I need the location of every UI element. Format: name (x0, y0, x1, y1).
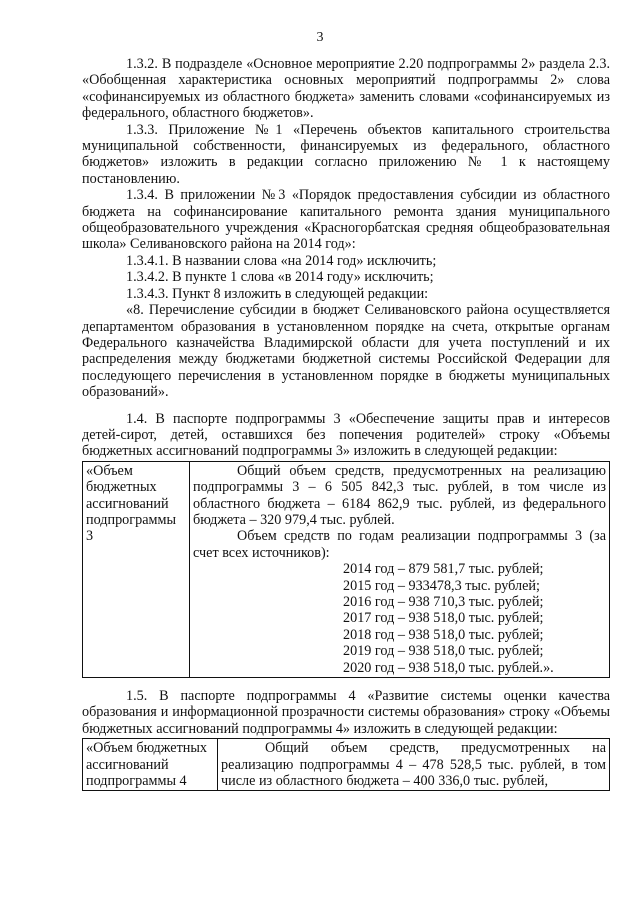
paragraph-1-4: 1.4. В паспорте подпрограммы 3 «Обеспечение защиты прав и интересов детей-сирот, детей, оставшихся без попечения родителей» строку «Объемы бюджетных ассигнований подпрограммы 3» изложить в следующей редакции: (82, 410, 610, 460)
year-line: 2014 год – 879 581,7 тыс. рублей; (343, 561, 544, 578)
table-row (83, 461, 610, 677)
paragraph-1-3-4: 1.3.4. В приложении №3 «Порядок предоставления субсидии из областного бюджета на софинансирование капитального ремонта здания муниципального общеобразовательного учреждения «Красногорбатская средняя общеобразовательная школа» Селивановского района на 2014 год»: (82, 187, 610, 253)
paragraph-1-3-4-3: 1.3.4.3. Пункт 8 изложить в следующей редакции: (126, 285, 429, 302)
subprogram-3-budget-table (82, 461, 610, 678)
paragraph-1-3-2: 1.3.2. В подразделе «Основное мероприятие 2.20 подпрограммы 2» раздела 2.3. «Обобщенная характеристика основных мероприятий подпрограммы 2» слова «софинансируемых из областного бюджета» заменить словами «софинансируемых из федерального, областного бюджетов». (82, 56, 610, 122)
table-cell-label: «Объем бюджетных ассигнований подпрограммы 4 (83, 739, 218, 791)
year-line: 2016 год – 938 710,3 тыс. рублей; (343, 594, 544, 610)
subprogram-3-years-list (193, 561, 606, 676)
year-line: 2018 год – 938 518,0 тыс. рублей; (343, 626, 544, 643)
paragraph-1-3-4-2: 1.3.4.2. В пункте 1 слова «в 2014 году» исключить; (126, 269, 434, 286)
paragraph-1-5: 1.5. В паспорте подпрограммы 4 «Развитие системы оценки качества образования и информационной прозрачности системы образования» строку «Объемы бюджетных ассигнований подпрограммы 4» изложить в следующей редакции: (82, 688, 610, 737)
year-line: 2017 год – 938 518,0 тыс. рублей; (343, 610, 544, 627)
paragraph-1-3-3: 1.3.3. Приложение №1 «Перечень объектов капитального строительства муниципальной собственности, финансируемых из федерального, областного бюджетов» изложить в редакции согласно приложению № 1 к настоящему постановлению. (82, 121, 610, 187)
year-line: 2020 год – 938 518,0 тыс. рублей.». (343, 659, 554, 676)
document-body (82, 56, 610, 791)
table-cell-content (190, 461, 610, 677)
table-row (83, 739, 610, 791)
year-line: 2019 год – 938 518,0 тыс. рублей; (343, 643, 544, 660)
paragraph-1-3-4-1: 1.3.4.1. В названии слова «на 2014 год» исключить; (126, 252, 437, 269)
subprogram-4-total: Общий объем средств, предусмотренных на реализацию подпрограммы 4 – 478 528,5 тыс. рублей, в том числе из областного бюджета – 400 336,0 тыс. рублей, (221, 740, 606, 790)
subprogram-4-budget-table (82, 738, 610, 791)
subprogram-3-by-years: Объем средств по годам реализации подпрограммы 3 (за счет всех источников): (193, 528, 606, 561)
table-cell-content (218, 739, 610, 791)
page-number: 3 (316, 30, 324, 45)
year-line: 2015 год – 933478,3 тыс. рублей; (343, 577, 540, 594)
table-cell-label: «Объем бюджетных ассигнований подпрограммы 3 (83, 461, 190, 677)
subprogram-3-total: Общий объем средств, предусмотренных на реализацию подпрограммы 3 – 6 505 842,3 тыс. рублей, в том числе из областного бюджета – 6184 862,9 тыс. рублей, из федерального бюджета – 320 979,4 тыс. рублей. (193, 462, 606, 528)
paragraph-item-8: «8. Перечисление субсидии в бюджет Селивановского района осуществляется департаментом образования в установленном порядке на счета, открытые органам Федерального казначейства Владимирской области для учета поступлений и их распределения между бюджетами бюджетной системы Российской Федерации для последующего перечисления в установленном порядке в бюджеты муниципальных образований». (82, 302, 610, 401)
